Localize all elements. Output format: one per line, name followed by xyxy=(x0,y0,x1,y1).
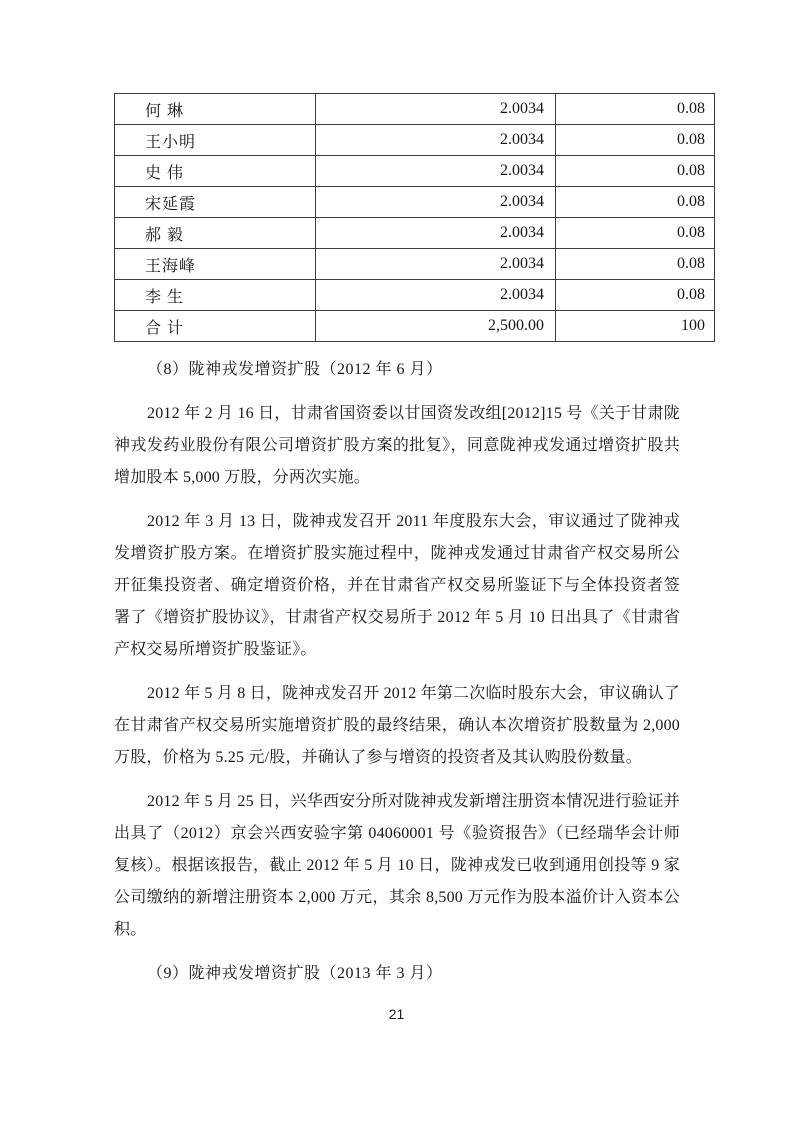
share-amount: 2.0034 xyxy=(316,94,556,125)
share-percent: 0.08 xyxy=(556,249,715,280)
paragraph-interim-meeting: 2012 年 5 月 8 日，陇神戎发召开 2012 年第二次临时股东大会，审议确认了在甘肃省产权交易所实施增资扩股的最终结果，确认本次增资扩股数量为 2,000 万股，价格为 5.25 元/股，并确认了参与增资的投资者及其认购股份数量。 xyxy=(114,685,680,766)
share-percent: 0.08 xyxy=(556,156,715,187)
share-percent: 0.08 xyxy=(556,94,715,125)
shareholder-name: 王海峰 xyxy=(115,249,316,280)
share-amount: 2.0034 xyxy=(316,187,556,218)
share-amount: 2.0034 xyxy=(316,249,556,280)
table-row xyxy=(115,187,715,218)
table-row xyxy=(115,280,715,311)
paragraph-approval: 2012 年 2 月 16 日，甘肃省国资委以甘国资发改组[2012]15 号《关于甘肃陇神戎发药业股份有限公司增资扩股方案的批复》，同意陇神戎发通过增资扩股共增加股本 5,000 万股，分两次实施。 xyxy=(114,405,680,486)
share-percent: 0.08 xyxy=(556,218,715,249)
table-row xyxy=(115,218,715,249)
share-amount: 2.0034 xyxy=(316,156,556,187)
shareholder-name: 何 琳 xyxy=(115,94,316,125)
page-content xyxy=(114,93,705,990)
table-row xyxy=(115,156,715,187)
share-amount: 2.0034 xyxy=(316,218,556,249)
total-amount: 2,500.00 xyxy=(316,311,556,342)
shareholder-table xyxy=(114,93,715,342)
share-percent: 0.08 xyxy=(556,280,715,311)
share-percent: 0.08 xyxy=(556,125,715,156)
share-amount: 2.0034 xyxy=(316,125,556,156)
share-amount: 2.0034 xyxy=(316,280,556,311)
page-number: 21 xyxy=(388,1006,405,1022)
table-row xyxy=(115,94,715,125)
paragraph-capital-verification: 2012 年 5 月 25 日，兴华西安分所对陇神戎发新增注册资本情况进行验证并出具了（2012）京会兴西安验字第 04060001 号《验资报告》（已经瑞华会计师复核）。根据该报告，截止 2012 年 5 月 10 日，陇神戎发已收到通用创投等 9 家公司缴纳的新增注册资本 2,000 万元，其余 8,500 万元作为股本溢价计入资本公积。 xyxy=(114,793,680,938)
shareholder-name: 郝 毅 xyxy=(115,218,316,249)
shareholder-name: 王小明 xyxy=(115,125,316,156)
section-heading-9: （9）陇神戎发增资扩股（2013 年 3 月） xyxy=(147,965,443,982)
total-label: 合 计 xyxy=(115,311,316,342)
shareholder-name: 李 生 xyxy=(115,280,316,311)
shareholder-name: 史 伟 xyxy=(115,156,316,187)
table-row xyxy=(115,249,715,280)
paragraph-shareholder-meeting: 2012 年 3 月 13 日，陇神戎发召开 2011 年度股东大会，审议通过了陇神戎发增资扩股方案。在增资扩股实施过程中，陇神戎发通过甘肃省产权交易所公开征集投资者、确定增资价格，并在甘肃省产权交易所鉴证下与全体投资者签署了《增资扩股协议》，甘肃省产权交易所于 2012 年 5 月 10 日出具了《甘肃省产权交易所增资扩股鉴证》。 xyxy=(114,513,680,658)
shareholder-name: 宋延霞 xyxy=(115,187,316,218)
share-percent: 0.08 xyxy=(556,187,715,218)
table-row-total xyxy=(115,311,715,342)
total-percent: 100 xyxy=(556,311,715,342)
table-row xyxy=(115,125,715,156)
section-heading-8: （8）陇神戎发增资扩股（2012 年 6 月） xyxy=(147,361,443,378)
